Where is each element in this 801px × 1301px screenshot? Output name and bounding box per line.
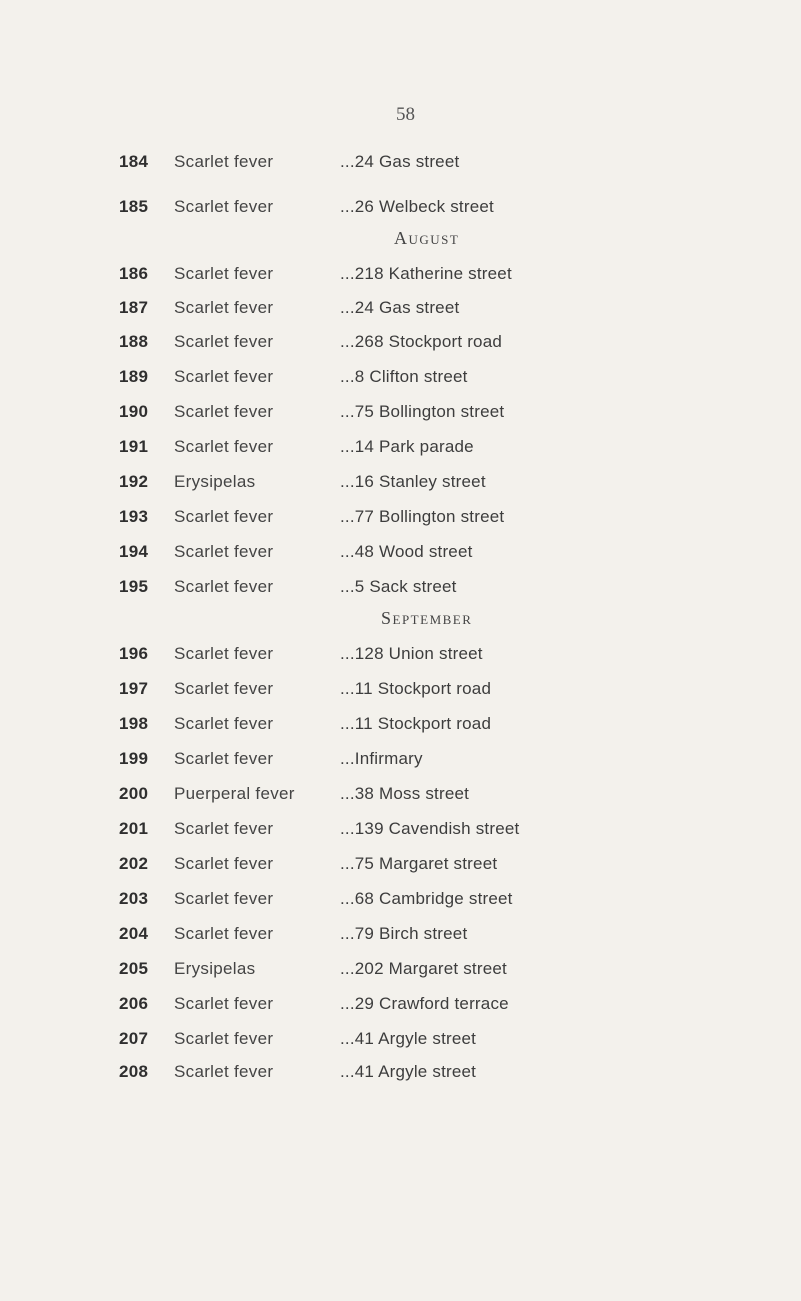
disease-name: Scarlet fever [174, 714, 274, 733]
case-number: 195 [119, 577, 149, 596]
disease-name: Scarlet fever [174, 994, 274, 1013]
case-row [0, 1025, 801, 1053]
disease-name: Scarlet fever [174, 644, 274, 663]
disease-name: Erysipelas [174, 959, 256, 978]
case-number: 188 [119, 332, 149, 351]
case-row [0, 675, 801, 703]
case-row [0, 1058, 801, 1086]
case-row [0, 193, 801, 221]
address: ...11 Stockport road [340, 714, 492, 733]
disease-name: Scarlet fever [174, 889, 274, 908]
case-row [0, 260, 801, 288]
disease-name: Scarlet fever [174, 577, 274, 596]
address: ...79 Birch street [340, 924, 468, 943]
address: ...14 Park parade [340, 437, 474, 456]
case-row [0, 328, 801, 356]
case-row [0, 745, 801, 773]
case-number: 198 [119, 714, 149, 733]
disease-name: Scarlet fever [174, 749, 274, 768]
disease-name: Scarlet fever [174, 1029, 274, 1048]
address: ...218 Katherine street [340, 264, 512, 283]
address: ...5 Sack street [340, 577, 457, 596]
case-number: 208 [119, 1062, 149, 1081]
address: ...75 Bollington street [340, 402, 505, 421]
address: ...268 Stockport road [340, 332, 503, 351]
case-row [0, 885, 801, 913]
address: ...26 Welbeck street [340, 197, 494, 216]
case-number: 206 [119, 994, 149, 1013]
disease-name: Scarlet fever [174, 542, 274, 561]
case-row [0, 294, 801, 322]
disease-name: Scarlet fever [174, 367, 274, 386]
case-number: 204 [119, 924, 149, 943]
disease-name: Scarlet fever [174, 854, 274, 873]
case-row [0, 503, 801, 531]
case-number: 201 [119, 819, 149, 838]
case-number: 202 [119, 854, 149, 873]
case-number: 207 [119, 1029, 149, 1048]
case-number: 186 [119, 264, 149, 283]
case-number: 190 [119, 402, 149, 421]
disease-name: Scarlet fever [174, 152, 274, 171]
disease-name: Scarlet fever [174, 402, 274, 421]
case-row [0, 955, 801, 983]
case-row [0, 573, 801, 601]
address: ...41 Argyle street [340, 1062, 477, 1081]
case-number: 184 [119, 152, 149, 171]
case-row [0, 780, 801, 808]
case-number: 193 [119, 507, 149, 526]
address: ...8 Clifton street [340, 367, 468, 386]
address: ...24 Gas street [340, 152, 460, 171]
disease-name: Scarlet fever [174, 924, 274, 943]
address: ...24 Gas street [340, 298, 460, 317]
disease-name: Scarlet fever [174, 332, 274, 351]
case-number: 192 [119, 472, 149, 491]
disease-name: Scarlet fever [174, 1062, 274, 1081]
case-row [0, 538, 801, 566]
case-number: 197 [119, 679, 149, 698]
case-number: 205 [119, 959, 149, 978]
disease-name: Erysipelas [174, 472, 256, 491]
disease-name: Scarlet fever [174, 507, 274, 526]
address: ...68 Cambridge street [340, 889, 513, 908]
month-heading: September [381, 608, 473, 628]
address: ...38 Moss street [340, 784, 470, 803]
address: ...128 Union street [340, 644, 483, 663]
case-number: 203 [119, 889, 149, 908]
address: ...48 Wood street [340, 542, 473, 561]
disease-name: Scarlet fever [174, 264, 274, 283]
case-number: 191 [119, 437, 149, 456]
case-number: 187 [119, 298, 149, 317]
case-number: 200 [119, 784, 149, 803]
address: ...16 Stanley street [340, 472, 486, 491]
address: ...Infirmary [340, 749, 423, 768]
case-row [0, 433, 801, 461]
case-row [0, 710, 801, 738]
case-row [0, 148, 801, 176]
case-number: 196 [119, 644, 149, 663]
disease-name: Puerperal fever [174, 784, 295, 803]
disease-name: Scarlet fever [174, 298, 274, 317]
case-row [0, 363, 801, 391]
disease-name: Scarlet fever [174, 679, 274, 698]
address: ...139 Cavendish street [340, 819, 520, 838]
address: ...202 Margaret street [340, 959, 507, 978]
case-row [0, 468, 801, 496]
disease-name: Scarlet fever [174, 197, 274, 216]
address: ...11 Stockport road [340, 679, 492, 698]
case-number: 189 [119, 367, 149, 386]
month-heading: August [394, 228, 460, 248]
disease-name: Scarlet fever [174, 437, 274, 456]
case-row [0, 398, 801, 426]
case-number: 199 [119, 749, 149, 768]
case-row [0, 990, 801, 1018]
case-row [0, 850, 801, 878]
address: ...77 Bollington street [340, 507, 505, 526]
case-number: 185 [119, 197, 149, 216]
case-row [0, 920, 801, 948]
disease-name: Scarlet fever [174, 819, 274, 838]
case-row [0, 640, 801, 668]
page-number: 58 [396, 104, 415, 125]
address: ...29 Crawford terrace [340, 994, 509, 1013]
address: ...41 Argyle street [340, 1029, 477, 1048]
case-row [0, 815, 801, 843]
address: ...75 Margaret street [340, 854, 498, 873]
case-number: 194 [119, 542, 149, 561]
